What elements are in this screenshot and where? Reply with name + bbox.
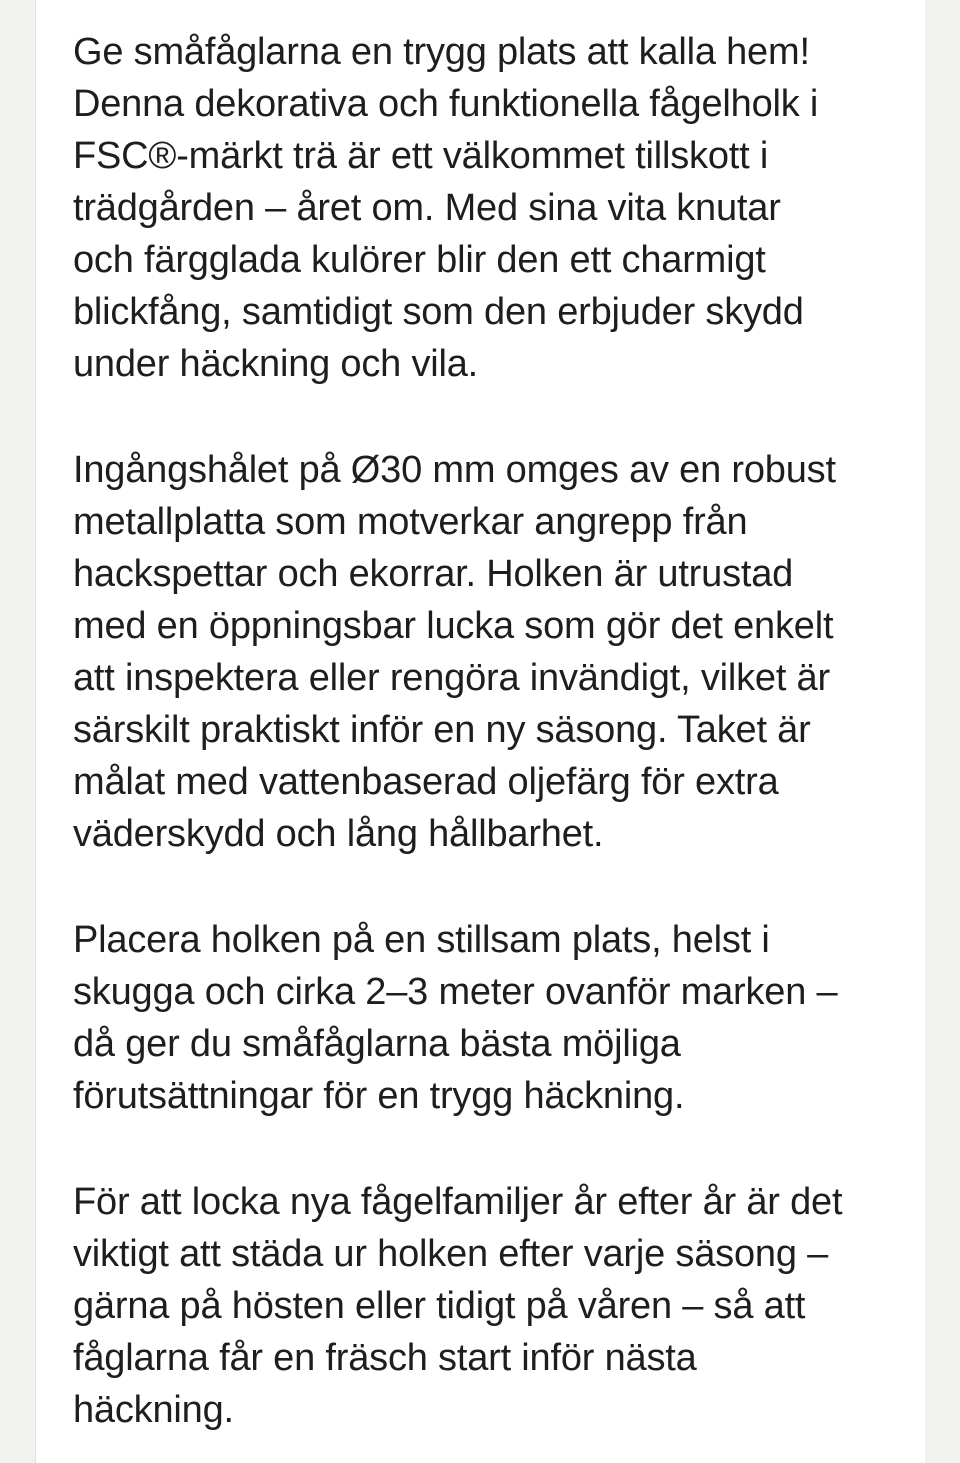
text-line: hackspettar och ekorrar. Holken är utrustad <box>73 553 794 595</box>
text-line: förutsättningar för en trygg häckning. <box>73 1075 685 1117</box>
text-line: då ger du småfåglarna bästa möjliga <box>73 1023 681 1065</box>
text-line: med en öppningsbar lucka som gör det enkelt <box>73 605 834 647</box>
text-line: häckning. <box>73 1389 234 1431</box>
description-paragraph <box>73 444 885 860</box>
text-line: FSC®-märkt trä är ett välkommet tillskott i <box>73 135 769 177</box>
text-line: målat med vattenbaserad oljefärg för extra <box>73 761 779 803</box>
text-line: blickfång, samtidigt som den erbjuder skydd <box>73 291 804 333</box>
text-line: skugga och cirka 2–3 meter ovanför marken – <box>73 971 838 1013</box>
text-line: Ge småfåglarna en trygg plats att kalla hem! <box>73 31 810 73</box>
text-line: fåglarna får en fräsch start inför nästa <box>73 1337 697 1379</box>
text-line: gärna på hösten eller tidigt på våren – så att <box>73 1285 806 1327</box>
product-description-card <box>35 0 925 1463</box>
description-paragraph <box>73 1176 885 1436</box>
text-line: Placera holken på en stillsam plats, helst i <box>73 919 770 961</box>
text-line: särskilt praktiskt inför en ny säsong. Taket är <box>73 709 811 751</box>
text-line: under häckning och vila. <box>73 343 479 385</box>
description-paragraph <box>73 914 885 1122</box>
text-line: och färgglada kulörer blir den ett charmigt <box>73 239 766 281</box>
product-description-text <box>73 26 885 1436</box>
text-line: att inspektera eller rengöra invändigt, vilket är <box>73 657 830 699</box>
text-line: viktigt att städa ur holken efter varje säsong – <box>73 1233 829 1275</box>
text-line: trädgården – året om. Med sina vita knutar <box>73 187 781 229</box>
text-line: För att locka nya fågelfamiljer år efter år är det <box>73 1181 843 1223</box>
text-line: Ingångshålet på Ø30 mm omges av en robust <box>73 449 836 491</box>
text-line: Denna dekorativa och funktionella fågelholk i <box>73 83 819 125</box>
text-line: metallplatta som motverkar angrepp från <box>73 501 748 543</box>
description-paragraph <box>73 26 885 390</box>
text-line: väderskydd och lång hållbarhet. <box>73 813 604 855</box>
